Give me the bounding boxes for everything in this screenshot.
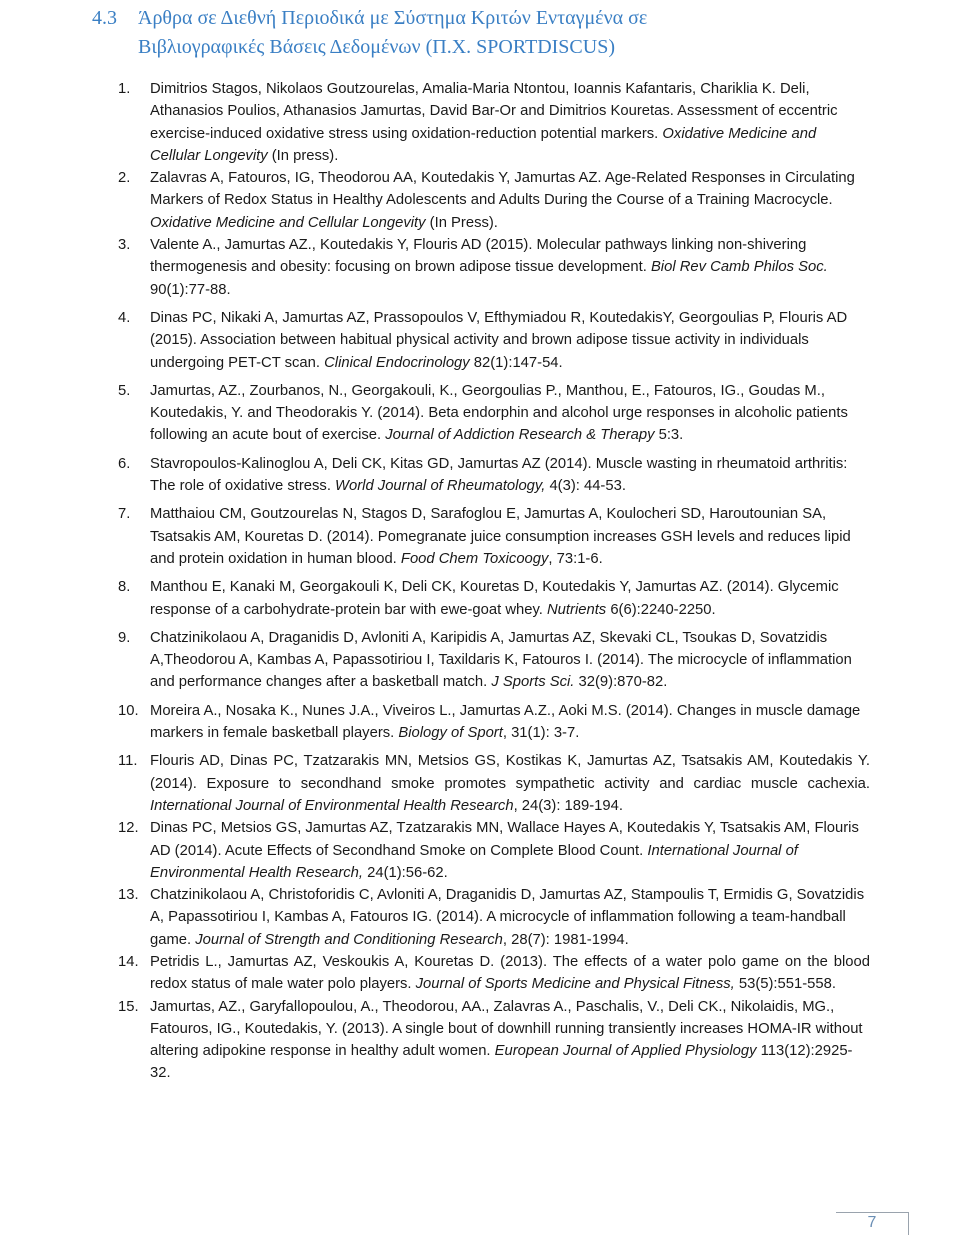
reference-item: 5. Jamurtas, AZ., Zourbanos, N., Georgakouli, K., Georgoulias P., Manthou, E., Fatouros, IG., Goudas M., Koutedakis, Y. and Theodorakis Y. (2014). Beta endorphin and alcohol urge responses in alcoholic patients following an acute bout of exercise. Journal of Addiction Research & Therapy 5:3. xyxy=(118,382,848,444)
reference-item: 7. Matthaiou CM, Goutzourelas N, Stagos D, Sarafoglou E, Jamurtas A, Koulocheri SD, Haroutounian SA, Tsatsakis AM, Kouretas D. (2014). Pomegranate juice consumption increases GSH levels and reduces lipid and protein oxidation in human blood. Food Chem Toxicoogy, 73:1-6. xyxy=(118,506,851,567)
reference-item: 10. Moreira A., Nosaka K., Nunes J.A., Viveiros L., Jamurtas A.Z., Aoki M.S. (2014). Changes in muscle damage markers in female basketball players. Biology of Sport, 31(1): 3-7. xyxy=(118,702,861,742)
reference-item: 15. Jamurtas, AZ., Garyfallopoulou, A., Theodorou, AA., Zalavras A., Paschalis, V., Deli CK., Nikolaidis, MG., Fatouros, IG., Koutedakis, Y. (2013). A single bout of downhill running transiently increases HOMA-IR without altering adipokine response in healthy adult women. European Journal of Applied Physiology 113(12):2925-32. xyxy=(118,998,863,1082)
section-number: 4.3 xyxy=(92,7,117,29)
reference-item: 2. Zalavras A, Fatouros, IG, Theodorou AA, Koutedakis Y, Jamurtas AZ. Age-Related Responses in Circulating Markers of Redox Status in Healthy Adolescents and Adults During the Course of a Training Macrocycle. Oxidative Medicine and Cellular Longevity (In Press). xyxy=(118,170,855,231)
reference-item: 3. Valente A., Jamurtas AZ., Koutedakis Y, Flouris AD (2015). Molecular pathways linking non-shivering thermogenesis and obesity: focusing on brown adipose tissue development. Biol Rev Camb Philos Soc. 90(1):77-88. xyxy=(118,237,828,298)
reference-item: 6. Stavropoulos-Kalinoglou A, Deli CK, Kitas GD, Jamurtas AZ (2014). Muscle wasting in rheumatoid arthritis: The role of oxidative stress. World Journal of Rheumatology, 4(3): 44-53. xyxy=(118,455,848,495)
reference-item: 13. Chatzinikolaou A, Christoforidis C, Avloniti A, Draganidis D, Jamurtas AZ, Stampoulis T, Ermidis G, Sovatzidis A, Papassotiriou I, Kambas A, Fatouros IG. (2014). A microcycle of inflammation following a team-handball game. Journal of Strength and Conditioning Research, 28(7): 1981-1994. xyxy=(118,887,865,948)
section-title-line-1: Άρθρα σε Διεθνή Περιοδικά με Σύστημα Κριτών Ενταγμένα σε xyxy=(138,7,648,29)
reference-list xyxy=(118,78,870,1085)
page-number: 7 xyxy=(867,1214,877,1231)
reference-item: 4. Dinas PC, Nikaki A, Jamurtas AZ, Prassopoulos V, Efthymiadou R, KoutedakisY, Georgoulias P, Flouris AD (2015). Association between habitual physical activity and brown adipose tissue activity in individuals undergoing PET-CT scan. Clinical Endocrinology 82(1):147-54. xyxy=(118,309,848,371)
reference-item: 11. Flouris AD, Dinas PC, Tzatzarakis MN, Metsios GS, Kostikas K, Jamurtas AZ, Tsatsakis AM, Koutedakis Y. (2014). Exposure to secondhand smoke promotes sympathetic activity and cardiac muscle cachexia. International Journal of Environmental Health Research, 24(3): 189-194. xyxy=(118,753,870,814)
reference-item: 8. Manthou E, Kanaki M, Georgakouli K, Deli CK, Kouretas D, Koutedakis Y, Jamurtas AZ. (2014). Glycemic response of a carbohydrate-protein bar with ewe-goat whey. Nutrients 6(6):2240-2250. xyxy=(118,579,839,618)
section-heading xyxy=(92,4,932,62)
reference-item: 9. Chatzinikolaou A, Draganidis D, Avloniti A, Karipidis A, Jamurtas AZ, Skevaki CL, Tsoukas D, Sovatzidis A,Theodorou A, Kambas A, Papassotiriou I, Taxildaris K, Fatouros I. (2014). The microcycle of inflammation and performance changes after a basketball match. J Sports Sci. 32(9):870-82. xyxy=(118,629,852,691)
reference-item: 1. Dimitrios Stagos, Nikolaos Goutzourelas, Amalia-Maria Ntontou, Ioannis Kafantaris, Chariklia K. Deli, Athanasios Poulios, Athanasios Jamurtas, David Bar-Or and Dimitrios Kouretas. Assessment of eccentric exercise-induced oxidative stress using oxidation-reduction potential markers. Oxidative Medicine and Cellular Longevity (In press). xyxy=(118,81,838,164)
reference-item: 12. Dinas PC, Metsios GS, Jamurtas AZ, Tzatzarakis MN, Wallace Hayes A, Koutedakis Y, Tsatsakis AM, Flouris AD (2014). Acute Effects of Secondhand Smoke on Complete Blood Count. International Journal of Environmental Health Research, 24(1):56-62. xyxy=(118,820,859,881)
section-title-line-2: Βιβλιογραφικές Βάσεις Δεδομένων (Π.Χ. SPORTDISCUS) xyxy=(138,36,615,58)
reference-item: 14. Petridis L., Jamurtas AZ, Veskoukis A, Kouretas D. (2013). The effects of a water polo game on the blood redox status of male water polo players. Journal of Sports Medicine and Physical Fitness, 53(5):551-558. xyxy=(118,953,870,993)
